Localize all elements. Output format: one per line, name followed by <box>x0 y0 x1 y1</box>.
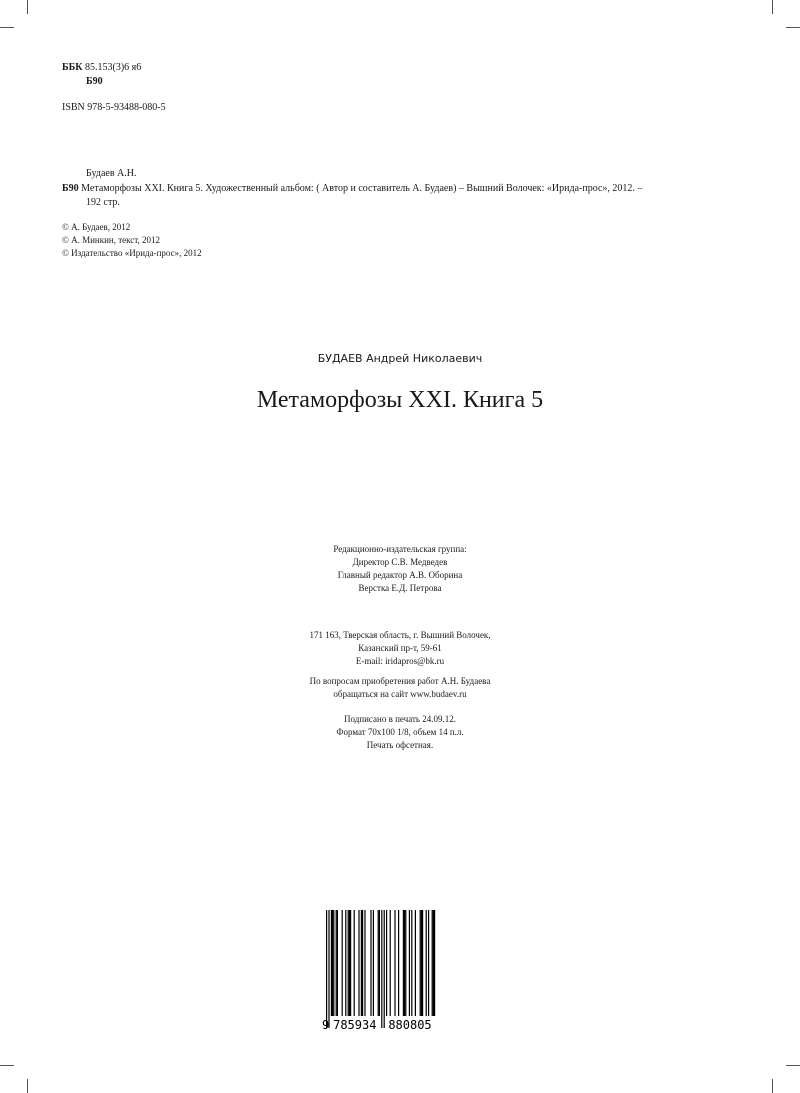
barcode-bar <box>333 910 334 1016</box>
barcode-bar <box>337 910 338 1016</box>
bbk-code: 85.153(3)6 я6 <box>84 62 142 73</box>
barcode-bar <box>342 910 343 1016</box>
barcode-bars <box>322 910 436 1032</box>
barcode-bar <box>434 910 435 1016</box>
barcode-digits: 880805 <box>388 1018 432 1032</box>
editorial-line: Главный редактор А.В. Оборина <box>337 570 463 580</box>
author-full-name: БУДАЕВ Андрей Николаевич <box>317 352 483 365</box>
editorial-line: Верстка Е.Д. Петрова <box>358 583 442 593</box>
print-line: Подписано в печать 24.09.12. <box>343 714 457 724</box>
print-line: Формат 70х100 1/8, объем 14 п.л. <box>336 727 464 737</box>
crop-mark-bottom-left <box>27 1079 28 1093</box>
copyright-line: © Издательство «Ирида-прос», 2012 <box>62 248 202 258</box>
editorial-line: Директор С.В. Медведев <box>352 557 448 567</box>
copyright-list <box>62 221 202 260</box>
catalog-author: Будаев А.Н. <box>86 168 137 179</box>
barcode-bar <box>422 910 423 1016</box>
purchase-line: По вопросам приобретения работ А.Н. Будаева <box>309 676 491 686</box>
barcode-bar <box>336 910 337 1016</box>
barcode-bar <box>384 910 385 1028</box>
catalog-index: Б90 <box>62 183 79 194</box>
barcode-bar <box>358 910 359 1016</box>
barcode-bar <box>405 910 406 1016</box>
isbn: ISBN 978-5-93488-080-5 <box>62 102 166 113</box>
copyright-line: © А. Будаев, 2012 <box>62 222 131 232</box>
barcode-bar <box>409 910 410 1016</box>
catalog-line-1: Метаморфозы XXI. Книга 5. Художественный альбом: ( Автор и составитель А. Будаев) – Вышний Волочек: «Ирида-прос», 2012. – <box>81 183 643 194</box>
crop-mark-bottom-right <box>772 1079 773 1093</box>
barcode-bar <box>428 910 429 1016</box>
crop-mark-top-left-h <box>0 27 14 28</box>
barcode-bar <box>426 910 427 1016</box>
address-line: E-mail: iridapros@bk.ru <box>355 656 445 666</box>
publisher-address <box>250 629 550 668</box>
barcode-bar <box>362 910 363 1016</box>
catalog-entry <box>62 182 742 195</box>
crop-mark-top-left <box>27 0 28 14</box>
barcode-bar <box>350 910 351 1016</box>
barcode-bar <box>379 910 380 1016</box>
address-line: 171 163, Тверская область, г. Вышний Волочек, <box>309 630 491 640</box>
copyright-line: © А. Минкин, текст, 2012 <box>62 235 161 245</box>
barcode-bar <box>433 910 434 1016</box>
editorial-group <box>250 543 550 595</box>
crop-mark-bottom-right-h <box>786 1065 800 1066</box>
crop-mark-bottom-left-h <box>0 1065 14 1066</box>
editorial-line: Редакционно-издательская группа: <box>333 544 467 554</box>
barcode-bar <box>345 910 346 1016</box>
barcode-bar <box>390 910 391 1016</box>
purchase-info <box>250 675 550 701</box>
barcode-bar <box>354 910 355 1016</box>
barcode-bar <box>331 910 332 1016</box>
barcode-bar <box>386 910 387 1016</box>
barcode-bar <box>381 910 382 1028</box>
book-title: Метаморфозы XXI. Книга 5 <box>256 387 544 413</box>
barcode-bar <box>326 910 327 1028</box>
print-info <box>250 713 550 752</box>
barcode-bar <box>432 910 433 1016</box>
barcode-bar <box>378 910 379 1016</box>
barcode-bar <box>398 910 399 1016</box>
barcode-bar <box>361 910 362 1016</box>
barcode-bar <box>349 910 350 1016</box>
barcode-bar <box>370 910 371 1016</box>
barcode-digits: 9 <box>322 1018 330 1032</box>
barcode-bar <box>420 910 421 1016</box>
barcode-digits: 785934 <box>333 1018 377 1032</box>
barcode-bar <box>411 910 412 1016</box>
barcode-bar <box>373 910 374 1016</box>
catalog-line-2: 192 стр. <box>86 197 120 208</box>
address-line: Казанский пр-т, 59-61 <box>358 643 442 653</box>
isbn-barcode <box>322 910 436 1032</box>
barcode-bar <box>403 910 404 1016</box>
bbk-label: ББК <box>62 62 83 73</box>
print-line: Печать офсетная. <box>366 740 434 750</box>
barcode-bar <box>328 910 329 1028</box>
barcode-bar <box>332 910 333 1016</box>
barcode-bar <box>364 910 365 1016</box>
crop-mark-top-right-h <box>786 27 800 28</box>
barcode-bar <box>421 910 422 1016</box>
barcode-bar <box>404 910 405 1016</box>
barcode-bar <box>415 910 416 1016</box>
barcode-bar <box>394 910 395 1016</box>
barcode-bar <box>348 910 349 1016</box>
purchase-line: обращаться на сайт www.budaev.ru <box>333 689 467 699</box>
crop-mark-top-right <box>772 0 773 14</box>
bbk-line <box>62 61 141 74</box>
bbk-index: Б90 <box>86 76 103 87</box>
